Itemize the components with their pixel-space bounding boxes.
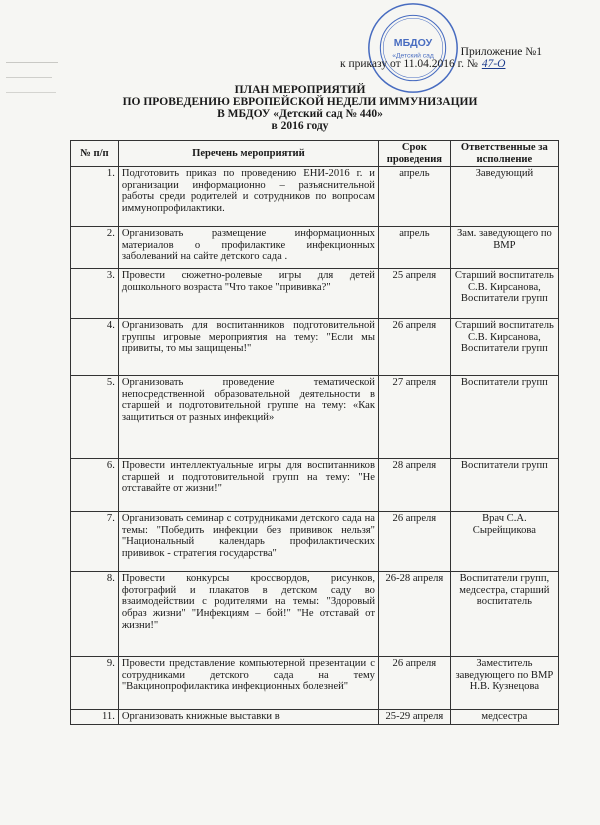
order-prefix: к приказу от 11.04.2016 г. № (340, 58, 478, 70)
table-row (71, 376, 559, 459)
title-line-3: В МБДОУ «Детский сад № 440» (217, 108, 383, 120)
row-date: 26 апреля (378, 319, 450, 376)
row-responsible: Заместитель заведующего по ВМР Н.В. Кузнецова (450, 657, 558, 710)
row-responsible: Воспитатели групп, медсестра, старший воспитатель (450, 572, 558, 657)
appendix-label: Приложение №1 (460, 46, 542, 58)
row-number: 7. (71, 512, 119, 572)
row-responsible: Зам. заведующего по ВМР (450, 227, 558, 269)
row-number: 2. (71, 227, 119, 269)
table-row (71, 512, 559, 572)
row-responsible: Заведующий (450, 167, 558, 227)
table-row (71, 319, 559, 376)
table-row (71, 572, 559, 657)
row-number: 6. (71, 459, 119, 512)
row-date: 28 апреля (378, 459, 450, 512)
row-responsible: Старший воспитатель С.В. Кирсанова, Воспитатели групп (450, 269, 558, 319)
row-number: 9. (71, 657, 119, 710)
table-row (71, 710, 559, 725)
table-header-row (71, 141, 559, 167)
row-activity: Подготовить приказ по проведению ЕНИ-2016 г. и организации информационно – разъяснительной работы среди родителей и сотрудников по вопросам иммунопрофилактики. (118, 167, 378, 227)
table-row (71, 459, 559, 512)
row-activity: Провести интеллектуальные игры для воспитанников старшей и подготовительной групп на тему: "Не отставайте от жизни!" (118, 459, 378, 512)
row-date: 27 апреля (378, 376, 450, 459)
row-responsible: Старший воспитатель С.В. Кирсанова, Воспитатели групп (450, 319, 558, 376)
table-row (71, 657, 559, 710)
row-activity: Провести конкурсы кроссвордов, рисунков, фотографий и плакатов в детском саду во взаимодействии с родителями на темы: "Здоровый образ жизни" "Инфекциям – бой!" "Не отставай от жизни!" (118, 572, 378, 657)
row-activity: Организовать размещение информационных материалов о профилактике инфекционных заболеваний на сайте детского сада . (118, 227, 378, 269)
table-row (71, 269, 559, 319)
column-header-activity: Перечень мероприятий (118, 141, 378, 167)
stamp-center-text: МБДОУ (393, 37, 433, 50)
bleed-through-mark (6, 62, 66, 107)
column-header-responsible: Ответственные за исполнение (450, 141, 558, 167)
row-activity: Провести сюжетно-ролевые игры для детей дошкольного возраста "Что такое "прививка?" (118, 269, 378, 319)
row-date: апрель (378, 227, 450, 269)
order-reference (340, 58, 505, 70)
row-responsible: Врач С.А. Сырейщикова (450, 512, 558, 572)
document-title (0, 84, 600, 132)
activities-table (70, 140, 559, 725)
table-row (71, 227, 559, 269)
row-number: 4. (71, 319, 119, 376)
row-date: апрель (378, 167, 450, 227)
row-number: 8. (71, 572, 119, 657)
row-activity: Организовать семинар с сотрудниками детского сада на темы: "Победить инфекции без прививок нельзя" "Национальный календарь профилактических прививок - стратегия государства" (118, 512, 378, 572)
row-responsible: Воспитатели групп (450, 459, 558, 512)
column-header-date: Срок проведения (378, 141, 450, 167)
row-responsible: медсестра (450, 710, 558, 725)
row-activity: Организовать проведение тематической непосредственной образовательной деятельности в старшей и подготовительной группе на тему: «Как защититься от разных инфекций» (118, 376, 378, 459)
row-number: 11. (71, 710, 119, 725)
title-line-4: в 2016 году (271, 120, 329, 132)
row-activity: Организовать книжные выставки в (118, 710, 378, 725)
order-number: 47-О (481, 58, 506, 70)
organization-stamp (365, 0, 461, 96)
row-date: 25-29 апреля (378, 710, 450, 725)
title-line-1: ПЛАН МЕРОПРИЯТИЙ (234, 84, 366, 96)
stamp-ring-text: «Детский сад (392, 52, 434, 60)
row-number: 3. (71, 269, 119, 319)
row-number: 5. (71, 376, 119, 459)
row-activity: Организовать для воспитанников подготовительной группы игровые мероприятия на тему: "Если мы привиты, то мы защищены!" (118, 319, 378, 376)
row-responsible: Воспитатели групп (450, 376, 558, 459)
title-line-2: ПО ПРОВЕДЕНИЮ ЕВРОПЕЙСКОЙ НЕДЕЛИ ИММУНИЗАЦИИ (122, 96, 478, 108)
row-date: 25 апреля (378, 269, 450, 319)
row-date: 26-28 апреля (378, 572, 450, 657)
row-number: 1. (71, 167, 119, 227)
column-header-number: № п/п (71, 141, 119, 167)
row-activity: Провести представление компьютерной презентации с сотрудниками детского сада на тему "Вакцинопрофилактика инфекционных болезней" (118, 657, 378, 710)
row-date: 26 апреля (378, 512, 450, 572)
table-row (71, 167, 559, 227)
row-date: 26 апреля (378, 657, 450, 710)
